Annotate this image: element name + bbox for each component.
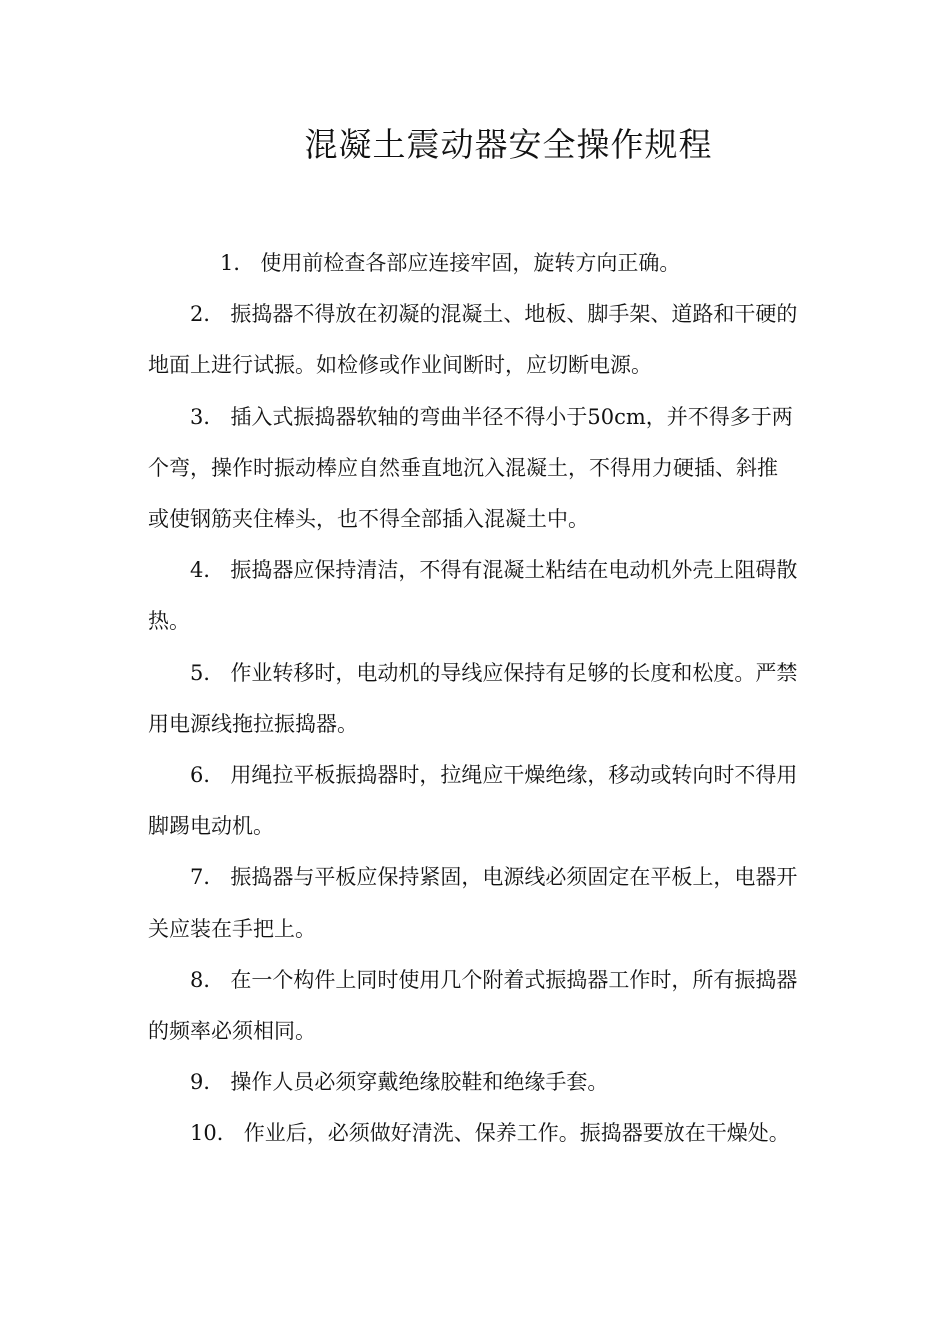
item-number: 9． — [190, 1070, 225, 1095]
item-text: 振捣器与平板应保持紧固，电源线必须固定在平板上，电器开关应装在手把上。 — [148, 865, 798, 941]
item-number: 1． — [220, 251, 255, 275]
item-text: 作业后，必须做好清洗、保养工作。振捣器要放在干燥处。 — [243, 1121, 790, 1146]
item-text: 振捣器不得放在初凝的混凝土、地板、脚手架、道路和干硬的地面上进行试振。如检修或作业间断时，应切断电源。 — [148, 302, 798, 378]
list-item — [148, 750, 798, 852]
item-number: 6． — [190, 763, 225, 788]
item-text: 振捣器应保持清洁，不得有混凝土粘结在电动机外壳上阻碍散热。 — [148, 558, 798, 634]
list-item — [148, 289, 798, 391]
item-text: 操作人员必须穿戴绝缘胶鞋和绝缘手套。 — [230, 1070, 609, 1095]
list-item — [148, 955, 798, 1057]
item-number: 7． — [190, 865, 225, 890]
item-text: 插入式振捣器软轴的弯曲半径不得小于50cm，并不得多于两个弯，操作时振动棒应自然垂直地沉入混凝土，不得用力硬插、斜推或使钢筋夹住棒头，也不得全部插入混凝土中。 — [148, 404, 793, 532]
item-text: 用绳拉平板振捣器时，拉绳应干燥绝缘，移动或转向时不得用脚踢电动机。 — [148, 763, 798, 839]
item-number: 5． — [190, 660, 225, 685]
item-number: 4． — [190, 558, 225, 583]
list-item — [148, 852, 798, 954]
item-number: 10． — [190, 1121, 238, 1146]
item-number: 3． — [190, 404, 225, 429]
document-body — [148, 238, 798, 1160]
list-item — [148, 1057, 798, 1108]
list-item — [148, 238, 798, 289]
item-text: 在一个构件上同时使用几个附着式振捣器工作时，所有振捣器的频率必须相同。 — [148, 967, 798, 1044]
list-item — [148, 1108, 798, 1159]
item-text: 作业转移时，电动机的导线应保持有足够的长度和松度。严禁用电源线拖拉振捣器。 — [148, 660, 798, 736]
item-text: 使用前检查各部应连接牢固，旋转方向正确。 — [260, 251, 681, 275]
list-item — [148, 392, 798, 546]
document-title: 混凝土震动器安全操作规程 — [304, 125, 713, 164]
list-item — [148, 545, 798, 647]
list-item — [148, 648, 798, 750]
item-number: 8． — [190, 967, 225, 992]
item-number: 2． — [190, 302, 225, 327]
